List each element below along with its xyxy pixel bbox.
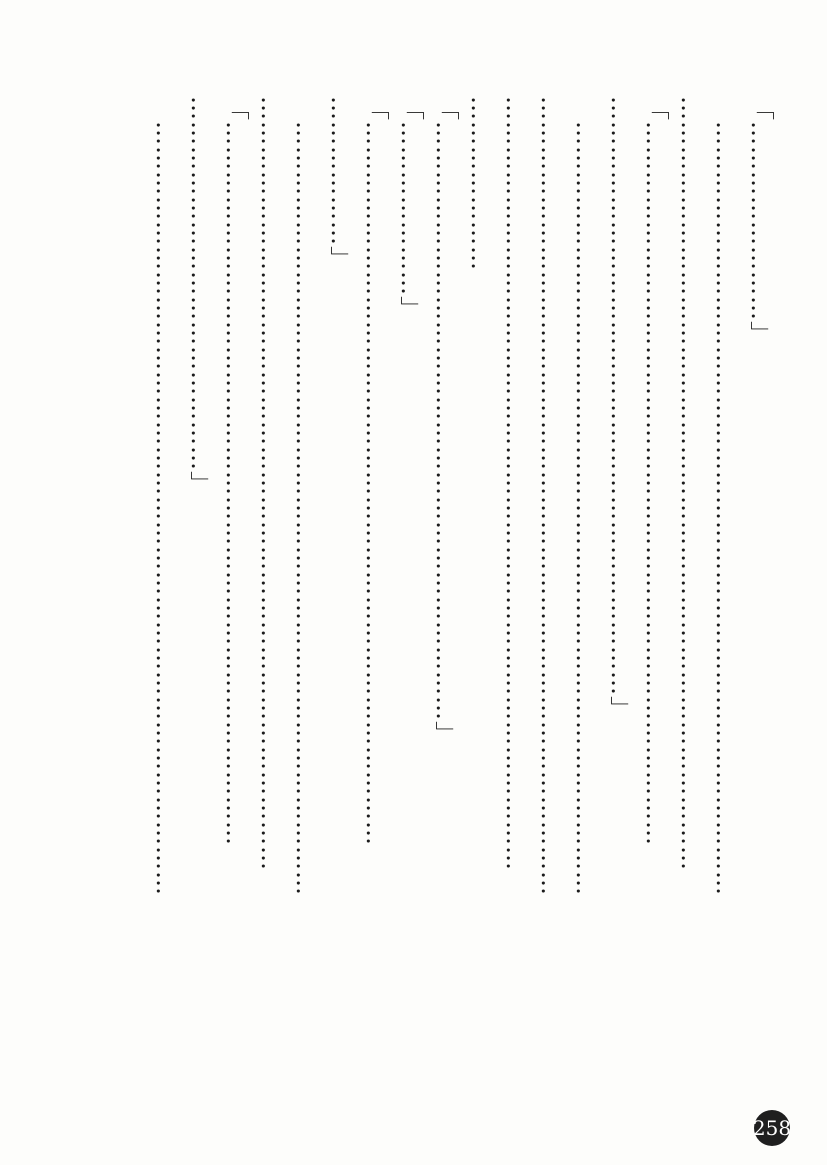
vertical-text-block — [147, 96, 777, 1048]
text-line: 「…………………………………………………………………………… — [361, 96, 389, 846]
text-line: …………………………………………………………………………………… — [536, 96, 564, 896]
text-line: 「………………………………………………………………」 — [431, 96, 459, 746]
text-line: ………………………………………………………………………………… — [501, 96, 529, 871]
text-line: ………………………………………………………………………………… — [256, 96, 284, 871]
text-line: ………………………………………………………………………………… — [291, 121, 319, 896]
text-line: ………………………………………………………………………………… — [571, 121, 599, 896]
text-line: ………………」 — [326, 96, 354, 271]
text-line: 「…………………………………………………………………………… — [221, 96, 249, 846]
text-line: ………………………………………」 — [186, 96, 214, 496]
page-number-badge — [754, 1110, 790, 1146]
text-line: 「……………………」 — [746, 96, 774, 346]
text-line: 「…………………」 — [396, 96, 424, 321]
text-line: ………………………………………………………………………………… — [711, 121, 739, 896]
page-number: 258 — [752, 1116, 792, 1140]
text-line: ………………………………………………………………」 — [606, 96, 634, 721]
text-line: ………………… — [466, 96, 494, 271]
text-line: ………………………………………………………………………………… — [151, 121, 179, 896]
text-line: 「…………………………………………………………………………… — [641, 96, 669, 846]
text-line: ………………………………………………………………………………… — [676, 96, 704, 871]
